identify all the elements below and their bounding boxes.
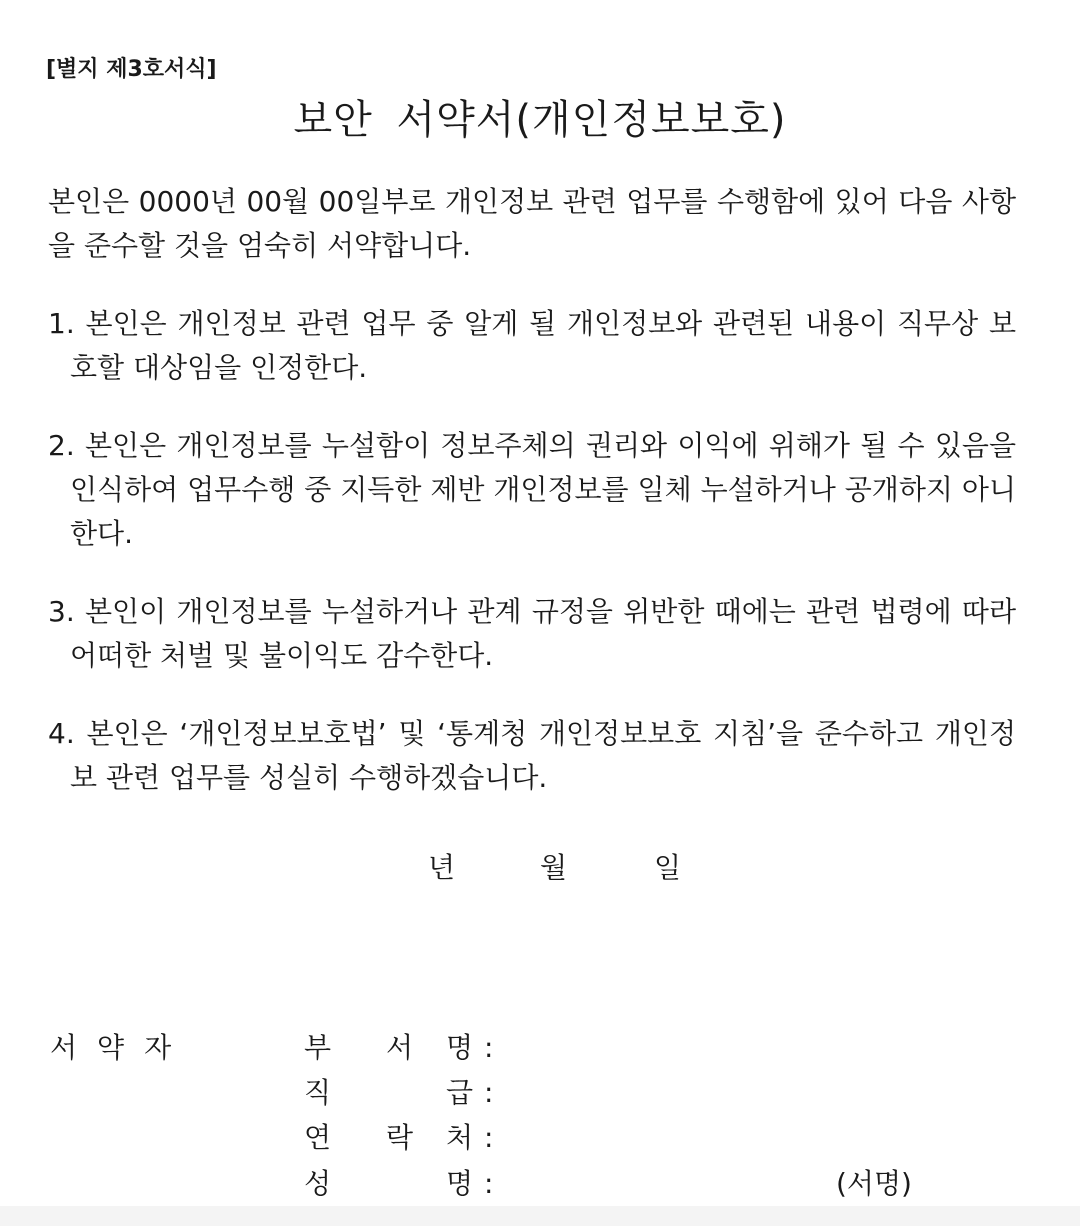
rank-label (304, 1071, 472, 1115)
department-label-char-1: 부 (304, 1031, 332, 1064)
name-label-char-3: 명 (446, 1167, 474, 1200)
intro-paragraph: 본인은 0000년 00월 00일부로 개인정보 관련 업무를 수행함에 있어 다음 사항을 준수할 것을 엄숙히 서약합니다. (48, 185, 1016, 262)
clause-1: 1. 본인은 개인정보 관련 업무 중 알게 될 개인정보와 관련된 내용이 직무상 보호할 대상임을 인정한다. (48, 307, 1016, 384)
name-label (304, 1162, 472, 1206)
date-day-label: 일 (654, 851, 682, 884)
clause-3: 3. 본인이 개인정보를 누설하거나 관계 규정을 위반한 때에는 관련 법령에 따라 어떠한 처벌 및 불이익도 감수한다. (48, 595, 1016, 672)
rank-colon: : (484, 1076, 494, 1109)
date-year-label: 년 (428, 851, 456, 884)
form-number-label: [별지 제3호서식] (46, 57, 217, 82)
rank-label-char-1: 직 (304, 1076, 332, 1109)
contact-label-char-3: 처 (446, 1121, 474, 1154)
department-label (304, 1026, 472, 1070)
clause-4: 4. 본인은 ‘개인정보보호법’ 및 ‘통계청 개인정보보호 지침’을 준수하고 개인정보 관련 업무를 성실히 수행하겠습니다. (48, 717, 1016, 794)
date-month-label: 월 (540, 851, 568, 884)
department-colon: : (484, 1031, 494, 1064)
clause-2: 2. 본인은 개인정보를 누설함이 정보주체의 권리와 이익에 위해가 될 수 있음을 인식하여 업무수행 중 지득한 제반 개인정보를 일체 누설하거나 공개하지 아니한다. (48, 429, 1016, 550)
contact-colon: : (484, 1121, 494, 1154)
document-title: 보안 서약서(개인정보보호) (293, 97, 787, 143)
signer-label: 서약자 (50, 1031, 192, 1064)
department-label-char-3: 명 (446, 1031, 474, 1064)
signature-seal-label: (서명) (836, 1167, 912, 1200)
contact-label (304, 1116, 472, 1160)
name-label-char-1: 성 (304, 1167, 332, 1200)
contact-label-char-2: 락 (386, 1121, 414, 1154)
page-bottom-edge (0, 1206, 1080, 1226)
department-label-char-2: 서 (386, 1031, 414, 1064)
name-colon: : (484, 1167, 494, 1200)
contact-label-char-1: 연 (304, 1121, 332, 1154)
rank-label-char-3: 급 (446, 1076, 474, 1109)
